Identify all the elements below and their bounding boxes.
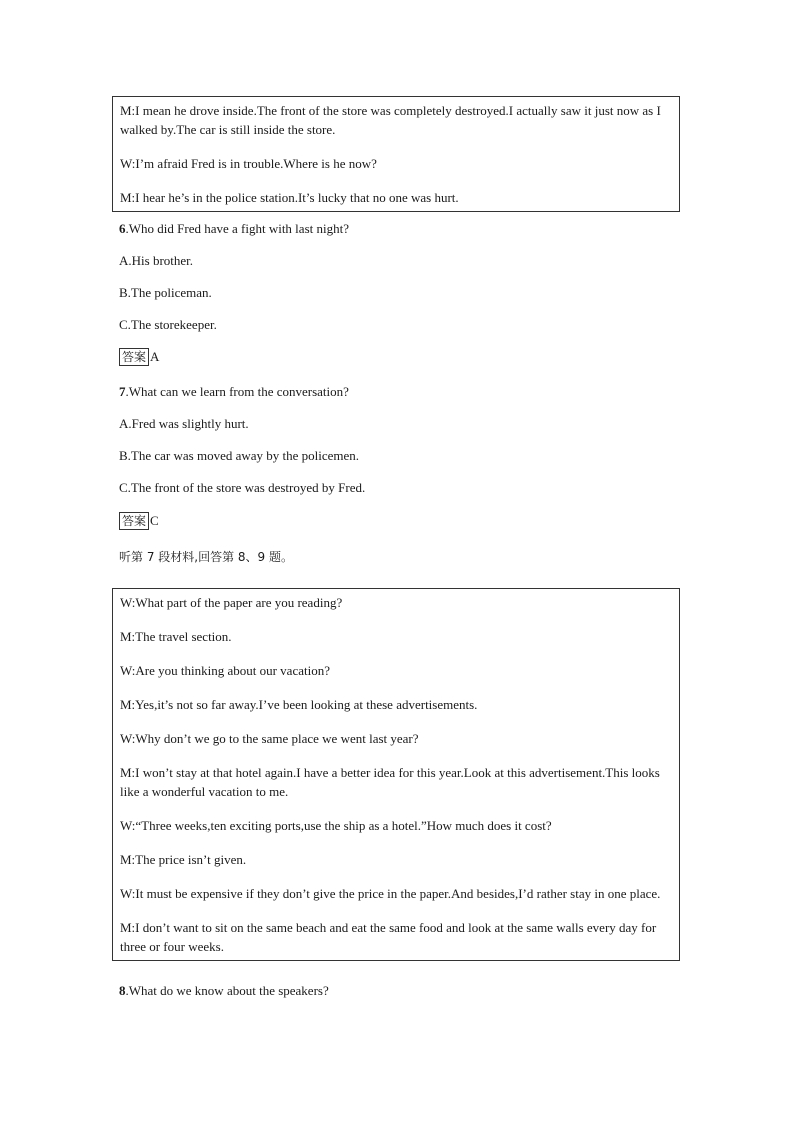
answer-value: C: [150, 513, 159, 528]
question-text: .What do we know about the speakers?: [125, 983, 329, 998]
answer-line: [119, 347, 159, 366]
transcript-line: W:“Three weeks,ten exciting ports,use the ship as a hotel.”How much does it cost?: [120, 818, 552, 833]
answer-tag: 答案: [119, 348, 149, 366]
transcript-box-bottom: [112, 588, 680, 961]
answer-value: A: [150, 349, 160, 364]
transcript-line: M:Yes,it’s not so far away.I’ve been looking at these advertisements.: [120, 697, 478, 712]
transcript-line: M:I don’t want to sit on the same beach and eat the same food and look at the same walls every day for three or four weeks.: [120, 920, 657, 954]
option-a: A.His brother.: [119, 253, 194, 268]
option-c: C.The storekeeper.: [119, 317, 217, 332]
option-b: B.The car was moved away by the policemen.: [119, 448, 360, 463]
question-8: [119, 981, 329, 1000]
question-6: [119, 219, 349, 238]
question-number: 8: [119, 983, 126, 998]
transcript-line: M:I hear he’s in the police station.It’s lucky that no one was hurt.: [120, 190, 459, 205]
transcript-line: M:The price isn’t given.: [120, 852, 247, 867]
option-b: B.The policeman.: [119, 285, 212, 300]
transcript-line: W:What part of the paper are you reading?: [120, 595, 343, 610]
transcript-line: W:Are you thinking about our vacation?: [120, 663, 330, 678]
transcript-line: M:The travel section.: [120, 629, 232, 644]
section-instruction: 听第 7 段材料,回答第 8、9 题。: [119, 550, 293, 564]
option-a: A.Fred was slightly hurt.: [119, 416, 249, 431]
answer-tag: 答案: [119, 512, 149, 530]
question-number: 6: [119, 221, 126, 236]
transcript-line: W:It must be expensive if they don’t give the price in the paper.And besides,I’d rather stay in one place.: [120, 886, 661, 901]
question-text: .What can we learn from the conversation?: [125, 384, 349, 399]
transcript-line: W:Why don’t we go to the same place we went last year?: [120, 731, 419, 746]
transcript-line: M:I won’t stay at that hotel again.I have a better idea for this year.Look at this advertisement.This looks like a wonderful vacation to me.: [120, 765, 660, 799]
transcript-box-top: [112, 96, 680, 212]
transcript-line: W:I’m afraid Fred is in trouble.Where is he now?: [120, 156, 377, 171]
question-number: 7: [119, 384, 126, 399]
answer-line: [119, 511, 159, 530]
transcript-line: M:I mean he drove inside.The front of the store was completely destroyed.I actually saw it just now as I walked by.The car is still inside the store.: [120, 103, 661, 137]
question-7: [119, 382, 349, 401]
option-c: C.The front of the store was destroyed by Fred.: [119, 480, 366, 495]
question-text: .Who did Fred have a fight with last night?: [125, 221, 349, 236]
